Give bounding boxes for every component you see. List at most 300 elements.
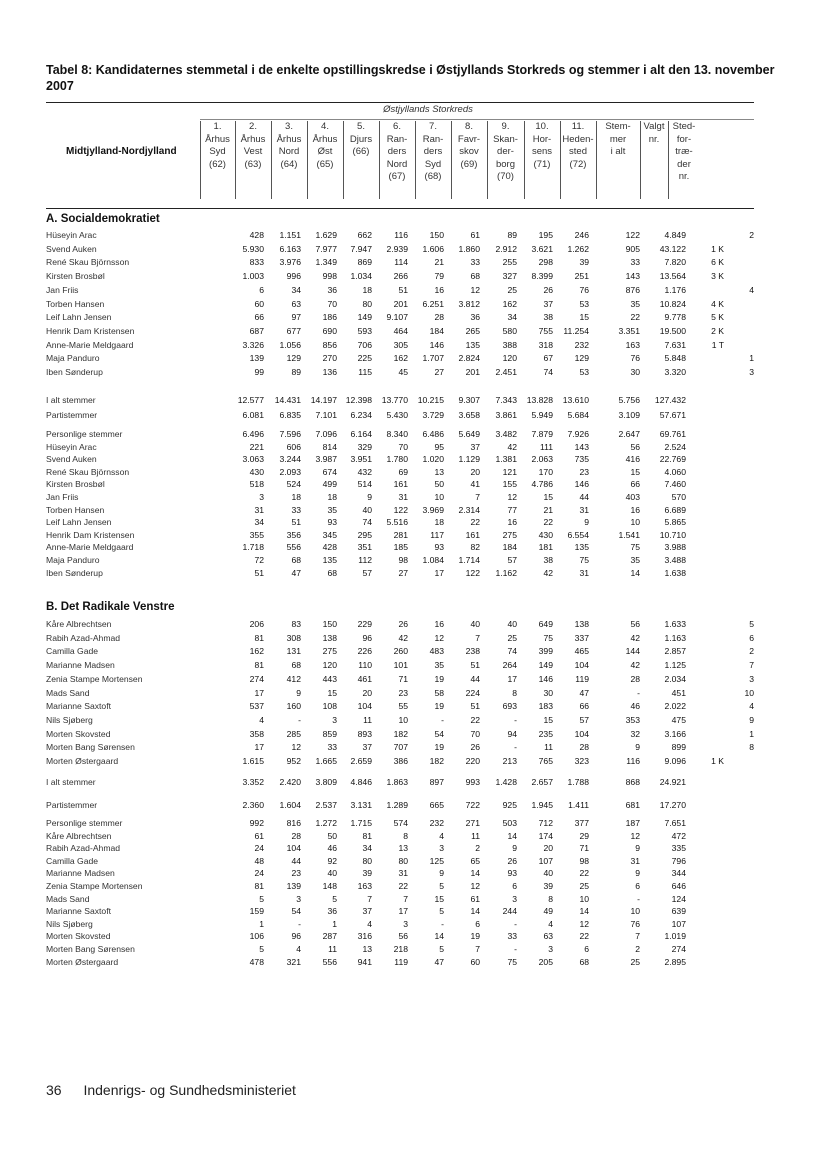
cell-value: - <box>441 714 444 725</box>
cell-value: 18 <box>291 492 301 502</box>
cell-value: 124 <box>671 893 686 904</box>
cell-value: 499 <box>322 479 337 490</box>
cell-value: 44 <box>470 673 480 684</box>
column-header-line: (71) <box>533 158 551 170</box>
row-label: Nils Sjøberg <box>46 918 93 929</box>
column-divider <box>379 121 380 199</box>
cell-value: 12 <box>579 918 589 929</box>
cell-value: 48 <box>254 855 264 866</box>
cell-value: 181 <box>538 542 553 553</box>
row-label: Personlige stemmer <box>46 429 123 439</box>
cell-value: 451 <box>671 687 686 698</box>
cell-value: 925 <box>502 800 517 810</box>
cell-value: 7 <box>749 660 754 671</box>
cell-value: 60 <box>254 298 264 309</box>
cell-value: 70 <box>470 728 480 739</box>
table-row <box>46 567 754 580</box>
column-header-line: i alt <box>610 146 626 158</box>
cell-value: 174 <box>538 830 553 841</box>
cell-value: 15 <box>543 492 553 502</box>
cell-value: 119 <box>575 673 589 684</box>
cell-value: - <box>514 714 517 725</box>
cell-value: 260 <box>393 646 408 657</box>
row-label: Maja Panduro <box>46 555 100 565</box>
cell-value: 1.707 <box>422 353 444 364</box>
cell-value: 10 <box>579 893 589 904</box>
cell-value: 26 <box>398 619 408 629</box>
table-row <box>46 830 754 843</box>
column-header-line: Ran- <box>422 133 444 145</box>
table-row <box>46 687 754 700</box>
row-label: Leif Lahn Jensen <box>46 517 112 528</box>
cell-value: 10 <box>744 687 754 698</box>
group-label: Østjyllands Storkreds <box>383 104 473 115</box>
cell-value: 2.093 <box>279 466 301 477</box>
table-row <box>46 453 754 466</box>
cell-value: 13.770 <box>381 395 408 405</box>
cell-value: 40 <box>362 504 372 515</box>
cell-value: 12 <box>470 284 480 295</box>
cell-value: 275 <box>322 646 337 657</box>
cell-value: 11 <box>544 742 553 753</box>
cell-value: 2.895 <box>664 956 686 967</box>
cell-value: 16 <box>630 504 640 515</box>
row-label: Svend Auken <box>46 454 97 465</box>
cell-value: 14 <box>507 830 517 841</box>
cell-value: 7.977 <box>315 243 337 254</box>
cell-value: 80 <box>398 855 408 866</box>
cell-value: 201 <box>393 298 408 309</box>
cell-value: 22 <box>470 517 480 528</box>
row-label: Hüseyin Arac <box>46 230 97 240</box>
cell-value: 3.488 <box>664 555 686 565</box>
row-label: I alt stemmer <box>46 395 96 405</box>
column-header-line: 2. <box>249 121 257 132</box>
cell-value: 213 <box>502 756 517 766</box>
table-row <box>46 554 754 567</box>
row-label: Rabih Azad-Ahmad <box>46 632 121 643</box>
row-label: Morten Østergaard <box>46 956 119 967</box>
table-rule <box>46 102 754 103</box>
table-row <box>46 298 754 311</box>
column-divider <box>487 121 488 199</box>
cell-value: 3.352 <box>242 777 264 787</box>
cell-value: 9 <box>296 687 301 698</box>
cell-value: 251 <box>574 271 589 282</box>
cell-value: 104 <box>357 701 372 712</box>
cell-value: 28 <box>291 830 301 841</box>
column-header-line: mer <box>609 133 627 145</box>
table-row <box>46 270 754 283</box>
cell-value: 690 <box>322 325 337 336</box>
cell-value: 4 <box>439 830 444 841</box>
cell-value: 72 <box>254 555 264 565</box>
cell-value: 41 <box>470 479 480 490</box>
table-row <box>46 618 754 631</box>
column-header-line: Stem- <box>605 121 631 132</box>
cell-value: 3 <box>296 893 301 904</box>
table-row <box>46 855 754 868</box>
cell-value: 3.988 <box>664 542 686 553</box>
cell-value: 74 <box>543 367 553 377</box>
cell-value: 143 <box>574 441 589 452</box>
cell-value: 146 <box>538 673 553 684</box>
column-header-line: nr. <box>648 133 660 145</box>
cell-value: 22 <box>398 881 408 891</box>
cell-value: 111 <box>539 441 553 452</box>
cell-value: 897 <box>429 777 444 787</box>
column-header <box>343 121 379 159</box>
cell-value: 68 <box>470 271 480 282</box>
cell-value: 941 <box>357 956 372 967</box>
table-row <box>46 776 754 789</box>
table-row <box>46 229 754 242</box>
cell-value: 25 <box>630 956 640 967</box>
cell-value: 270 <box>322 353 337 364</box>
cell-value: 10.710 <box>659 529 686 540</box>
cell-value: 37 <box>543 298 553 309</box>
cell-value: 3 <box>512 893 517 904</box>
cell-value: 337 <box>574 632 589 643</box>
cell-value: 183 <box>538 701 553 712</box>
row-label: Kåre Albrechtsen <box>46 830 112 841</box>
cell-value: 56 <box>630 619 640 629</box>
cell-value: 1 <box>332 918 337 929</box>
cell-value: 358 <box>249 728 264 739</box>
cell-value: 46 <box>327 843 337 854</box>
table-row <box>46 428 754 441</box>
cell-value: 51 <box>470 660 480 671</box>
cell-value: 15 <box>630 466 640 477</box>
cell-value: 3 <box>749 367 754 377</box>
cell-value: 40 <box>327 868 337 879</box>
cell-value: 187 <box>625 818 640 828</box>
cell-value: 24 <box>254 868 264 879</box>
column-header-line: Heden- <box>562 133 594 145</box>
row-label: Partistemmer <box>46 800 98 810</box>
column-header-line: 6. <box>393 121 401 132</box>
cell-value: 16 <box>434 284 444 295</box>
row-label: Marianne Madsen <box>46 868 115 879</box>
cell-value: 36 <box>470 312 480 323</box>
cell-value: 5.949 <box>531 410 553 420</box>
column-header-line: sens <box>531 146 553 158</box>
cell-value: 3.166 <box>664 728 686 739</box>
cell-value: 537 <box>249 701 264 712</box>
cell-value: 646 <box>671 881 686 891</box>
cell-value: 47 <box>291 567 301 578</box>
cell-value: 10 <box>630 906 640 917</box>
cell-value: 687 <box>249 325 264 336</box>
cell-value: 81 <box>254 660 264 671</box>
row-label: Svend Auken <box>46 243 97 254</box>
column-header-line: borg <box>495 158 515 170</box>
row-label: Zenia Stampe Mortensen <box>46 881 143 891</box>
cell-value: 2 <box>475 843 480 854</box>
cell-value: 15 <box>327 687 337 698</box>
table-row <box>46 529 754 542</box>
table-rule <box>200 119 754 120</box>
cell-value: 5 <box>439 906 444 917</box>
cell-value: 143 <box>625 271 640 282</box>
cell-value: 81 <box>254 632 264 643</box>
cell-value: 44 <box>291 855 301 866</box>
cell-value: 117 <box>430 529 444 540</box>
column-header <box>524 121 560 171</box>
cell-value: 17 <box>507 673 517 684</box>
cell-value: 57 <box>579 714 589 725</box>
column-divider <box>235 121 236 199</box>
cell-value: 96 <box>291 931 301 942</box>
row-label: Camilla Gade <box>46 646 99 657</box>
table-row <box>46 325 754 338</box>
column-header-line: Sted- <box>672 121 696 132</box>
cell-value: 17 <box>254 742 264 753</box>
cell-value: 514 <box>357 479 372 490</box>
cell-value: 23 <box>291 868 301 879</box>
column-divider <box>271 121 272 199</box>
cell-value: 63 <box>291 298 301 309</box>
cell-value: 816 <box>286 818 301 828</box>
cell-value: 5.649 <box>458 429 480 439</box>
cell-value: 9 <box>512 843 517 854</box>
cell-value: 38 <box>543 555 553 565</box>
cell-value: 34 <box>362 843 372 854</box>
cell-value: 1.718 <box>242 542 264 553</box>
cell-value: 68 <box>327 567 337 578</box>
column-header-line: 7. <box>429 121 437 132</box>
cell-value: 264 <box>502 660 517 671</box>
column-header-line: Hor- <box>532 133 552 145</box>
row-label: Torben Hansen <box>46 298 105 309</box>
cell-value: 89 <box>507 230 517 240</box>
column-header-line: 8. <box>465 121 473 132</box>
column-header-line: Syd <box>209 146 226 158</box>
cell-value: 992 <box>249 818 264 828</box>
cell-value: 3.812 <box>458 298 480 309</box>
table-row <box>46 366 754 379</box>
cell-value: 70 <box>327 298 337 309</box>
cell-value: 1 K <box>711 243 724 254</box>
cell-value: 1.715 <box>350 818 372 828</box>
cell-value: 12.577 <box>237 395 264 405</box>
cell-value: 9.107 <box>386 312 408 323</box>
cell-value: 47 <box>579 687 589 698</box>
cell-value: 51 <box>470 701 480 712</box>
table-row <box>46 741 754 754</box>
cell-value: 2.647 <box>618 429 640 439</box>
cell-value: 54 <box>434 728 444 739</box>
cell-value: 3.658 <box>458 410 480 420</box>
column-header-line: Syd <box>424 158 442 170</box>
cell-value: 79 <box>434 271 444 282</box>
cell-value: 1.615 <box>242 756 264 766</box>
row-label: I alt stemmer <box>46 777 96 787</box>
cell-value: 649 <box>538 619 553 629</box>
table-row <box>46 243 754 256</box>
cell-value: 135 <box>465 339 480 350</box>
cell-value: 2.034 <box>664 673 686 684</box>
cell-value: 593 <box>357 325 372 336</box>
cell-value: 574 <box>393 818 408 828</box>
cell-value: 1.151 <box>279 230 301 240</box>
cell-value: 432 <box>357 466 372 477</box>
cell-value: 57.671 <box>659 410 686 420</box>
cell-value: 1.349 <box>315 257 337 268</box>
cell-value: 905 <box>625 243 640 254</box>
row-label: Personlige stemmer <box>46 818 123 828</box>
cell-value: 3.320 <box>664 367 686 377</box>
column-header-line: Århus <box>240 133 266 145</box>
table-row <box>46 880 754 893</box>
cell-value: 606 <box>286 441 301 452</box>
cell-value: 161 <box>465 529 480 540</box>
cell-value: 27 <box>398 567 408 578</box>
table-row <box>46 478 754 491</box>
cell-value: 47 <box>434 956 444 967</box>
cell-value: 36 <box>327 906 337 917</box>
cell-value: 3 <box>548 944 553 954</box>
cell-value: 318 <box>538 339 553 350</box>
cell-value: 1.638 <box>664 567 686 578</box>
column-divider <box>560 121 561 199</box>
table-row <box>46 943 754 956</box>
cell-value: 345 <box>322 529 337 540</box>
cell-value: 2.857 <box>664 646 686 657</box>
cell-value: 104 <box>574 728 589 739</box>
cell-value: 11 <box>471 830 480 841</box>
cell-value: 19.500 <box>659 325 686 336</box>
column-header-line: Øst <box>317 146 333 158</box>
cell-value: 28 <box>579 742 589 753</box>
region-label: Midtjylland-Nordjylland <box>66 146 177 157</box>
cell-value: 765 <box>538 756 553 766</box>
cell-value: 4.060 <box>664 466 686 477</box>
table-row <box>46 799 754 812</box>
cell-value: 19 <box>434 673 444 684</box>
cell-value: 15 <box>579 312 589 323</box>
cell-value: 75 <box>579 555 589 565</box>
column-header-line: (70) <box>497 171 514 183</box>
cell-value: 29 <box>579 830 589 841</box>
cell-value: 3.326 <box>242 339 264 350</box>
cell-value: 2.939 <box>386 243 408 254</box>
page-footer <box>46 1082 296 1098</box>
row-label: Zenia Stampe Mortensen <box>46 673 143 684</box>
cell-value: - <box>298 714 301 725</box>
row-label: Morten Skovsted <box>46 931 111 942</box>
cell-value: 18 <box>327 492 337 502</box>
column-header-line: Valgt <box>643 121 665 132</box>
cell-value: 35 <box>630 298 640 309</box>
column-header-line: (67) <box>388 171 406 183</box>
cell-value: 33 <box>327 742 337 753</box>
row-label: René Skau Björnsson <box>46 257 130 268</box>
cell-value: 7.101 <box>315 410 337 420</box>
cell-value: 218 <box>393 944 408 954</box>
cell-value: 265 <box>465 325 480 336</box>
cell-value: 45 <box>398 367 408 377</box>
cell-value: 110 <box>358 660 372 671</box>
cell-value: 316 <box>357 931 372 942</box>
cell-value: 21 <box>434 257 444 268</box>
cell-value: 4.786 <box>531 479 553 490</box>
cell-value: 71 <box>579 843 589 854</box>
table-row <box>46 659 754 672</box>
cell-value: 503 <box>502 818 517 828</box>
cell-value: 26 <box>543 284 553 295</box>
column-divider <box>668 121 669 199</box>
cell-value: 2 <box>749 646 754 657</box>
cell-value: 17 <box>434 567 444 578</box>
cell-value: 6.835 <box>279 410 301 420</box>
cell-value: 12 <box>470 881 480 891</box>
cell-value: 185 <box>393 542 408 553</box>
row-label: Mads Sand <box>46 893 90 904</box>
cell-value: 4.849 <box>664 230 686 240</box>
cell-value: 98 <box>398 555 408 565</box>
cell-value: 7.926 <box>567 429 589 439</box>
cell-value: 833 <box>249 257 264 268</box>
cell-value: 2.314 <box>458 504 480 515</box>
column-divider <box>200 121 201 199</box>
table-row <box>46 441 754 454</box>
row-label: Henrik Dam Kristensen <box>46 325 135 336</box>
cell-value: 2.912 <box>495 243 517 254</box>
column-divider <box>451 121 452 199</box>
column-header-line: (64) <box>280 158 298 170</box>
column-header-line: der- <box>497 146 514 158</box>
cell-value: 244 <box>502 906 517 917</box>
cell-value: 7.820 <box>664 257 686 268</box>
cell-value: 26 <box>507 855 517 866</box>
cell-value: 524 <box>286 479 301 490</box>
cell-value: - <box>514 944 517 954</box>
cell-value: 8 <box>548 893 553 904</box>
cell-value: 893 <box>357 728 372 739</box>
cell-value: 3.969 <box>422 504 444 515</box>
cell-value: 33 <box>291 504 301 515</box>
column-divider <box>524 121 525 199</box>
table-row <box>46 867 754 880</box>
cell-value: 7 <box>475 492 480 502</box>
cell-value: 125 <box>429 855 444 866</box>
cell-value: 80 <box>362 855 372 866</box>
cell-value: 1.629 <box>315 230 337 240</box>
cell-value: 44 <box>579 492 589 502</box>
cell-value: 81 <box>362 830 372 841</box>
cell-value: 31 <box>398 868 408 879</box>
cell-value: 7.096 <box>315 429 337 439</box>
cell-value: 998 <box>322 271 337 282</box>
cell-value: 3.976 <box>279 257 301 268</box>
cell-value: 5 <box>749 619 754 629</box>
row-label: Mads Sand <box>46 687 90 698</box>
cell-value: 5 <box>259 944 264 954</box>
cell-value: 399 <box>538 646 553 657</box>
cell-value: 7 <box>475 632 480 643</box>
cell-value: 235 <box>538 728 553 739</box>
cell-value: 61 <box>254 830 264 841</box>
row-label: Torben Hansen <box>46 504 105 515</box>
cell-value: 1 T <box>711 339 724 350</box>
table-row <box>46 645 754 658</box>
cell-value: 2.360 <box>242 800 264 810</box>
cell-value: 220 <box>465 756 480 766</box>
cell-value: 1.003 <box>242 271 264 282</box>
cell-value: 1.945 <box>531 800 553 810</box>
cell-value: 3.482 <box>495 429 517 439</box>
